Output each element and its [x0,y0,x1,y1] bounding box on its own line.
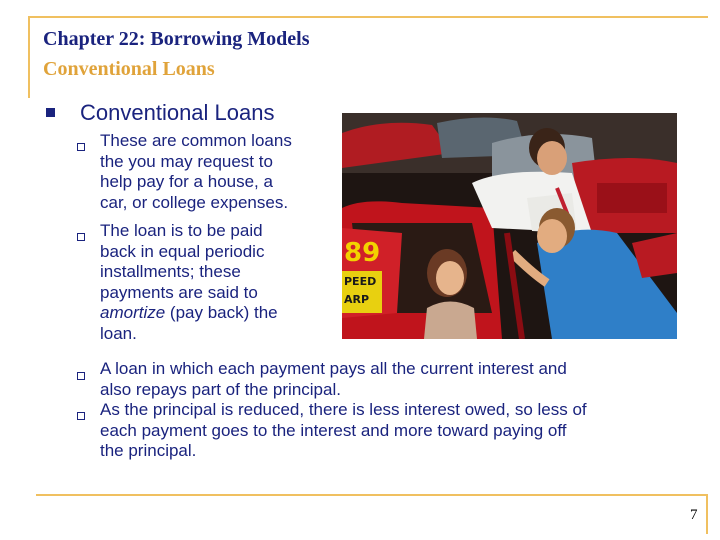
bullet-2-line-4: payments are said to [100,282,258,302]
hollow-square-bullet-icon [77,372,85,380]
bullet-4-line-1: As the principal is reduced, there is less interest owed, so less of [100,400,587,419]
top-rule [28,16,708,18]
hollow-square-bullet-icon [77,233,85,241]
hollow-square-bullet-icon [77,143,85,151]
bullet-1-line-1: These are common loans [100,131,292,150]
page-number: 7 [690,507,698,523]
bullet-3-line-1: A loan in which each payment pays all the current interest and [100,359,567,378]
bullet-1-line-4: car, or college expenses. [100,192,289,212]
bottom-rule [36,494,708,496]
car-dealership-photo [342,113,677,339]
bullet-1-line-3: help pay for a house, a [100,172,273,191]
section-heading: Conventional Loans [80,100,275,125]
bullet-4-line-3: the principal. [100,441,197,460]
left-rule [28,16,30,98]
bullet-2-line-1: The loan is to be paid [100,221,263,240]
price-sign-text: 89 [344,238,381,268]
square-bullet-icon [46,108,55,117]
bullet-1-text [100,131,292,213]
bullet-2-line-3: installments; these [100,262,241,281]
bullet-3-line-2: also repays part of the principal. [100,379,341,399]
bullet-2-line-6: loan. [100,323,137,343]
hollow-square-bullet-icon [77,412,85,420]
right-rule [706,494,708,534]
bullet-2-italic-term: amortize [100,303,166,322]
bullet-4-line-2: each payment goes to the interest and more toward paying off [100,420,567,440]
bullet-1-line-2: the you may request to [100,151,273,171]
sign-line-2: ARP [344,293,370,306]
bullet-3-text [100,359,567,400]
bullet-2-text [100,221,278,344]
sign-line-1: PEED [344,275,377,288]
slide-subtitle: Conventional Loans [43,58,215,80]
bullet-4-text [100,400,587,462]
bullet-2-line-2: back in equal periodic [100,241,265,261]
bullet-2-line-5: (pay back) the [165,303,278,322]
slide-title: Chapter 22: Borrowing Models [43,28,310,50]
